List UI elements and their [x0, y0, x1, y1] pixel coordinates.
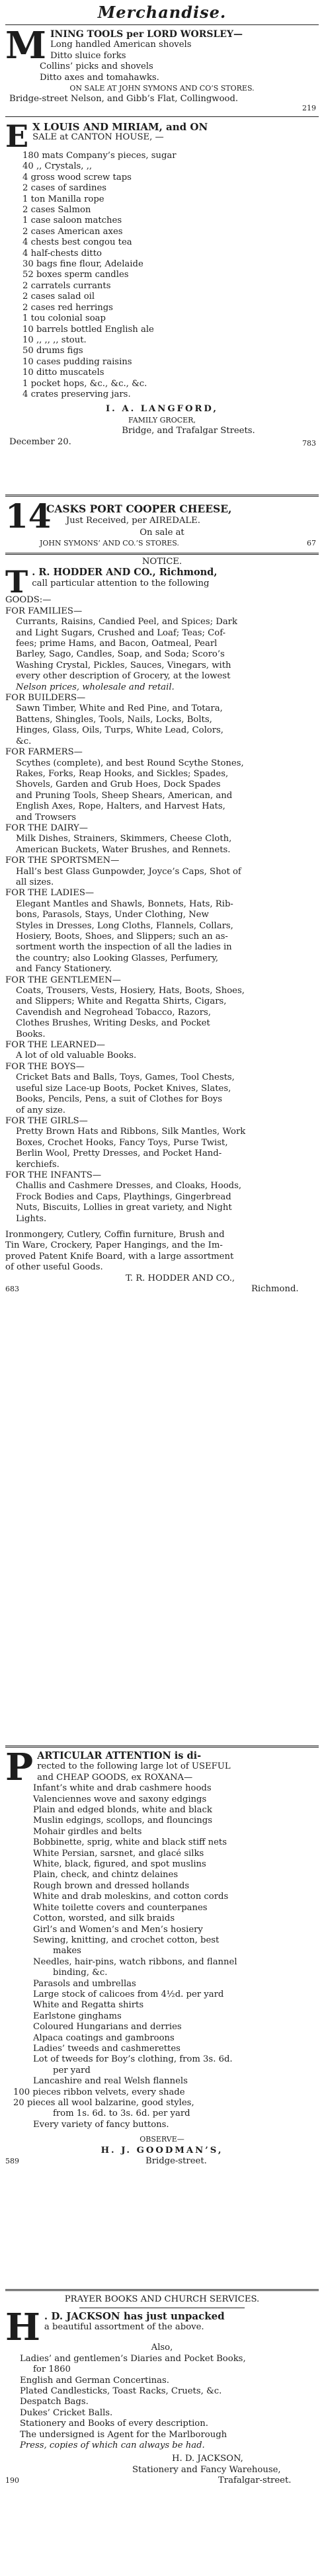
- list-item: Ladies’ and gentlemen’s Diaries and Pocket Books,: [20, 2353, 246, 2364]
- section-line: English Axes, Rope, Halters, and Harvest Hats,: [16, 801, 225, 812]
- list-item: makes: [53, 1946, 81, 1956]
- ad-line: and CHEAP GOODS, ex ROXANA—: [37, 1772, 193, 1783]
- ad-address: Bridge-street Nelson, and Gibb’s Flat, Collingwood.: [9, 94, 239, 104]
- ad-separator: [5, 495, 319, 497]
- list-item: Earlstone ginghams: [33, 2011, 122, 2021]
- section-list: [0, 606, 324, 1225]
- section-line: and Trowsers: [16, 812, 76, 823]
- section-line: Currants, Raisins, Candied Peel, and Spices; Dark: [16, 617, 237, 627]
- list-item: 20 pieces all wool balzarine, good styles,: [13, 2098, 194, 2108]
- list-item: 30 bags fine flour, Adelaide: [22, 259, 143, 270]
- section-line: fees; prime Hams, and Bacon, Oatmeal, Pearl: [16, 639, 218, 649]
- list-item: Plain, check, and chintz delaines: [33, 1870, 179, 1880]
- list-item: White and Regatta shirts: [33, 2000, 144, 2011]
- ad-line: Long handled American shovels: [50, 40, 192, 50]
- section-line: Challis and Cashmere Dresses, and Cloaks, Hoods,: [16, 1181, 242, 1191]
- section-line: Battens, Shingles, Tools, Nails, Locks, Bolts,: [16, 714, 212, 725]
- list-item: 4 half-chests ditto: [22, 248, 102, 259]
- list-item: 2 cases American axes: [22, 226, 123, 237]
- section-line: Cricket Bats and Balls, Toys, Games, Tool Chests,: [16, 1072, 235, 1083]
- section-heading: FOR THE GENTLEMEN—: [5, 975, 121, 985]
- ad-headline: ARTICULAR ATTENTION is di-: [37, 1750, 202, 1761]
- ad-mining-tools: [0, 24, 324, 114]
- list-item: 2 cases red herrings: [22, 302, 113, 313]
- signature: H. D. JACKSON,: [172, 2454, 243, 2464]
- section-line: American Buckets, Water Brushes, and Rennets.: [16, 844, 231, 855]
- list-item: Sewing, knitting, and crochet cotton, best: [33, 1935, 220, 1945]
- list-item: Lot of tweeds for Boy’s clothing, from 3s. 6d.: [33, 2054, 233, 2065]
- section-line: Elegant Mantles and Shawls, Bonnets, Hats, Rib-: [16, 899, 233, 909]
- section-line: Rakes, Forks, Reap Hooks, and Sickles; Spades,: [16, 768, 229, 779]
- list-item: Muslin edgings, scollops, and flouncings: [33, 1816, 212, 1826]
- list-item: binding, &c.: [53, 1968, 108, 1978]
- ad-line: Just Received, per AIREDALE.: [66, 516, 200, 526]
- ad-jackson: [0, 2294, 324, 2487]
- ad-cheese-casks: [0, 497, 324, 553]
- section-line: Boxes, Crochet Hooks, Fancy Toys, Purse Twist,: [16, 1137, 228, 1148]
- list-item: Bobbinette, sprig, white and black stiff nets: [33, 1837, 227, 1848]
- ad-place: Trafalgar-street.: [218, 2475, 292, 2486]
- list-item: 100 pieces ribbon velvets, every shade: [13, 2087, 185, 2097]
- list-item: Large stock of calicoes from 4½d. per yard: [33, 1989, 224, 1999]
- ad-footer-text: [0, 1230, 324, 1273]
- section-line: bons, Parasols, Stays, Under Clothing, New: [16, 910, 209, 920]
- ad-footer: [0, 2156, 324, 2168]
- dropcap: H: [5, 2306, 40, 2350]
- ad-line: Collins’ picks and shovels: [40, 61, 153, 72]
- list-item: 10 ,, ,, ,, stout.: [22, 335, 87, 345]
- list-item: The undersigned is Agent for the Marlborough: [20, 2429, 227, 2440]
- list-item: 4 crates preserving jars.: [22, 389, 131, 399]
- list-item: Plated Candlesticks, Toast Racks, Cruets, &c.: [20, 2386, 222, 2397]
- signature: T. R. HODDER AND CO.,: [126, 1273, 235, 1283]
- section-line: and Light Sugars, Crushed and Loaf; Teas; Cof-: [16, 627, 226, 638]
- ad-separator: [5, 1746, 319, 1748]
- section-line: A lot of old valuable Books.: [16, 1051, 137, 1061]
- signature-title: FAMILY GROCER,: [128, 415, 196, 424]
- list-item: 1 ton Manilla rope: [22, 194, 104, 204]
- list-item: 10 ditto muscatels: [22, 368, 104, 378]
- section-line: kerchiefs.: [16, 1159, 60, 1170]
- dropcap: M: [5, 24, 46, 67]
- ad-headline: INING TOOLS per LORD WORSLEY—: [50, 29, 243, 40]
- item-list: [0, 1783, 324, 2130]
- item-list: [0, 2343, 324, 2451]
- page-title: Merchandise.: [97, 3, 227, 22]
- list-item: Ladies’ tweeds and cashmerettes: [33, 2043, 181, 2054]
- observe-label: OBSERVE—: [140, 2135, 184, 2144]
- ad-separator: [5, 553, 319, 555]
- list-item: White and drab moleskins, and cotton cords: [33, 1892, 229, 1902]
- section-heading: FOR BUILDERS—: [5, 693, 86, 704]
- section-heading: FOR THE LADIES—: [5, 888, 95, 899]
- list-item: 2 cases salad oil: [22, 292, 95, 302]
- footer-line: Tin Ware, Crockery, Paper Hangings, and the Im-: [5, 1240, 223, 1251]
- ad-canton-house: [0, 118, 324, 449]
- ad-line: Ditto sluice forks: [50, 50, 126, 61]
- section-line: Milk Dishes, Strainers, Skimmers, Cheese Cloth,: [16, 834, 232, 844]
- list-item: for 1860: [33, 2364, 71, 2375]
- signature-address: Bridge, and Trafalgar Streets.: [122, 426, 255, 436]
- list-item: Girl’s and Women’s and Men’s hosiery: [33, 1924, 203, 1935]
- section-line: Cavendish and Negrohead Tobacco, Razors,: [16, 1007, 211, 1018]
- section-line: Coats, Trousers, Vests, Hosiery, Hats, Boots, Shoes,: [16, 986, 245, 996]
- section-line: Berlin Wool, Pretty Dresses, and Pocket Hand-: [16, 1148, 222, 1159]
- section-heading: FOR FARMERS—: [5, 747, 83, 758]
- section-line: Shovels, Garden and Grub Hoes, Dock Spades: [16, 780, 221, 790]
- list-item: Cotton, worsted, and silk braids: [33, 1913, 175, 1924]
- list-item: 50 drums figs: [22, 346, 83, 356]
- footer-line: of other useful Goods.: [5, 1262, 103, 1273]
- ad-headline: X LOUIS AND MIRIAM, and ON: [32, 121, 208, 133]
- ad-headline: . D. JACKSON has just unpacked: [44, 2310, 225, 2323]
- section-line: Scythes (complete), and best Round Scythe Stones,: [16, 758, 244, 768]
- section-line: all sizes.: [16, 877, 54, 887]
- list-item: English and German Concertinas.: [20, 2375, 169, 2386]
- list-item: Infant’s white and drab cashmere hoods: [33, 1783, 212, 1794]
- signature: H. J. GOODMAN’S,: [101, 2145, 223, 2155]
- ad-number: 683: [5, 1285, 19, 1293]
- list-item: Valenciennes wove and saxony edgings: [33, 1794, 207, 1804]
- section-heading: FOR THE BOYS—: [5, 1061, 85, 1072]
- section-line: sortment worth the inspection of all the ladies in: [16, 942, 232, 953]
- big-number: 14: [5, 497, 52, 536]
- section-line: Styles in Dresses, Long Cloths, Flannels, Collars,: [16, 920, 233, 931]
- ad-separator: [5, 2289, 319, 2291]
- section-line: Books.: [16, 1029, 46, 1039]
- list-item: Press, copies of which can always be had.: [20, 2440, 205, 2451]
- section-line: Clothes Brushes, Writing Desks, and Pocket: [16, 1018, 210, 1029]
- ad-line: GOODS:—: [5, 595, 52, 606]
- section-line: useful size Lace-up Boots, Pocket Knives, Slates,: [16, 1083, 231, 1094]
- ad-footer: [0, 1284, 324, 1296]
- list-item: 10 cases pudding raisins: [22, 356, 132, 367]
- list-item: per yard: [53, 2065, 91, 2075]
- list-item: White toilette covers and counterpanes: [33, 1902, 208, 1913]
- list-item: 1 tou colonial soap: [22, 313, 106, 324]
- list-item: Plain and edged blonds, white and black: [33, 1805, 212, 1816]
- footer-line: Ironmongery, Cutlery, Coffin furniture, Brush and: [5, 1229, 225, 1240]
- ad-heading: PRAYER BOOKS AND CHURCH SERVICES.: [64, 2294, 260, 2304]
- section-line: and Slippers; White and Regatta Shirts, Cigars,: [16, 996, 227, 1007]
- section-line: Barley, Sago, Candles, Soap, and Soda; Scoro’s: [16, 649, 225, 660]
- ad-headline: . R. HODDER AND CO., Richmond,: [32, 567, 218, 579]
- list-item: Stationery and Books of every description.: [20, 2419, 208, 2429]
- list-item: Needles, hair-pins, watch ribbons, and flannel: [33, 1956, 237, 1967]
- ad-footer: [0, 2475, 324, 2487]
- list-item: 2 cases of sardines: [22, 183, 107, 194]
- ad-hodder: [0, 557, 324, 1296]
- section-heading: FOR THE DAIRY—: [5, 823, 88, 833]
- section-line: of any size.: [16, 1105, 65, 1115]
- ad-headline: CASKS PORT COOPER CHEESE,: [46, 503, 232, 515]
- ad-line: a beautiful assortment of the above.: [44, 2321, 204, 2332]
- section-line: Washing Crystal, Pickles, Sauces, Vinegars, with: [16, 660, 231, 670]
- ad-footer: [0, 437, 324, 449]
- ad-line: JOHN SYMONS’ AND CO.’S STORES.: [40, 539, 179, 547]
- ad-line: rected to the following large lot of USEFUL: [37, 1761, 231, 1772]
- section-heading: FOR THE INFANTS—: [5, 1170, 102, 1180]
- list-item: Also,: [151, 2343, 173, 2353]
- ad-line: ON SALE AT JOHN SYMONS AND CO’S STORES.: [69, 84, 255, 93]
- section-heading: FOR THE SPORTSMEN—: [5, 856, 120, 866]
- list-item: White, black, figured, and spot muslins: [33, 1859, 206, 1870]
- list-item: Alpaca coatings and gambroons: [33, 2033, 175, 2043]
- section-line: every other description of Grocery, at the lowest: [16, 671, 231, 682]
- list-item: 180 mats Company’s pieces, sugar: [22, 151, 177, 161]
- signature: I. A. LANGFORD,: [106, 404, 218, 415]
- ad-line: On sale at: [140, 528, 184, 538]
- section-heading: FOR THE GIRLS—: [5, 1115, 88, 1126]
- header-rule: [5, 24, 319, 25]
- section-line: Hosiery, Boots, Shoes, and Slippers; such an as-: [16, 932, 228, 942]
- list-item: from 1s. 6d. to 3s. 6d. per yard: [53, 2109, 190, 2119]
- list-item: 2 carratels currants: [22, 280, 111, 291]
- section-line: Hinges, Glass, Oils, Turps, White Lead, Colors,: [16, 725, 223, 736]
- list-item: Dukes’ Cricket Balls.: [20, 2407, 113, 2418]
- list-item: 4 gross wood screw taps: [22, 172, 132, 182]
- dropcap: E: [5, 118, 29, 154]
- list-item: 10 barrels bottled English ale: [22, 324, 154, 335]
- section-line: Hall’s best Glass Gunpowder, Joyce’s Caps, Shot of: [16, 866, 241, 877]
- list-item: Despatch Bags.: [20, 2397, 89, 2407]
- signature-title: Stationery and Fancy Warehouse,: [132, 2464, 281, 2475]
- ad-separator: [5, 116, 319, 117]
- ad-number: 219: [302, 104, 316, 112]
- section-line: Sawn Timber, White and Red Pine, and Totara,: [16, 704, 223, 714]
- section-line: &c.: [16, 736, 32, 746]
- ad-number: 783: [302, 438, 316, 448]
- item-list: [0, 151, 324, 400]
- section-line: Frock Bodies and Caps, Playthings, Gingerbread: [16, 1191, 231, 1202]
- section-line: the country; also Looking Glasses, Perfumery,: [16, 953, 219, 963]
- list-item: 1 pocket hops, &c., &c., &c.: [22, 378, 147, 389]
- ad-line: call particular attention to the following: [32, 578, 210, 588]
- list-item: White Persian, sarsnet, and glacé silks: [33, 1848, 204, 1859]
- list-item: 40 ,, Crystals, ,,: [22, 161, 93, 172]
- section-line: Books, Pencils, Pens, a suit of Clothes for Boys: [16, 1094, 222, 1105]
- section-heading: FOR FAMILIES—: [5, 606, 83, 616]
- section-line: and Pruning Tools, Sheep Shears, American, and: [16, 790, 233, 801]
- list-item: 2 cases Salmon: [22, 205, 91, 216]
- section-line: Nelson prices, wholesale and retail.: [16, 682, 175, 692]
- list-item: Rough brown and dressed hollands: [33, 1880, 190, 1891]
- list-item: Parasols and umbrellas: [33, 1978, 136, 1989]
- notice-heading: NOTICE.: [142, 557, 182, 567]
- footer-line: proved Patent Knife Board, with a large assortment: [5, 1251, 234, 1262]
- ad-date: December 20.: [9, 436, 71, 447]
- section-line: and Fancy Stationery.: [16, 964, 112, 975]
- ad-place: Bridge-street.: [145, 2156, 207, 2167]
- ad-number: 589: [5, 2157, 19, 2166]
- list-item: 52 boxes sperm candles: [22, 270, 129, 280]
- ad-subheadline: SALE at CANTON HOUSE, —: [32, 132, 164, 143]
- list-item: Every variety of fancy buttons.: [33, 2119, 169, 2130]
- ad-goodman: [0, 1746, 324, 2168]
- page-header: [0, 3, 324, 25]
- ad-line: Ditto axes and tomahawks.: [40, 72, 159, 83]
- section-line: Pretty Brown Hats and Ribbons, Silk Mantles, Work: [16, 1127, 246, 1137]
- section-heading: FOR THE LEARNED—: [5, 1040, 105, 1051]
- list-item: 4 chests best congou tea: [22, 237, 132, 248]
- section-line: Nuts, Biscuits, Lollies in great variety, and Night: [16, 1203, 232, 1213]
- section-line: Lights.: [16, 1213, 47, 1224]
- list-item: Mohair girdles and belts: [33, 1826, 142, 1837]
- dropcap: T: [5, 564, 28, 600]
- list-item: 1 case saloon matches: [22, 216, 122, 226]
- ad-number: 190: [5, 2476, 19, 2485]
- ad-place: Richmond.: [251, 1284, 299, 1294]
- list-item: Lancashire and real Welsh flannels: [33, 2076, 188, 2087]
- ad-number: 67: [307, 539, 316, 547]
- dropcap: P: [5, 1746, 34, 1789]
- list-item: Coloured Hungarians and derries: [33, 2022, 182, 2033]
